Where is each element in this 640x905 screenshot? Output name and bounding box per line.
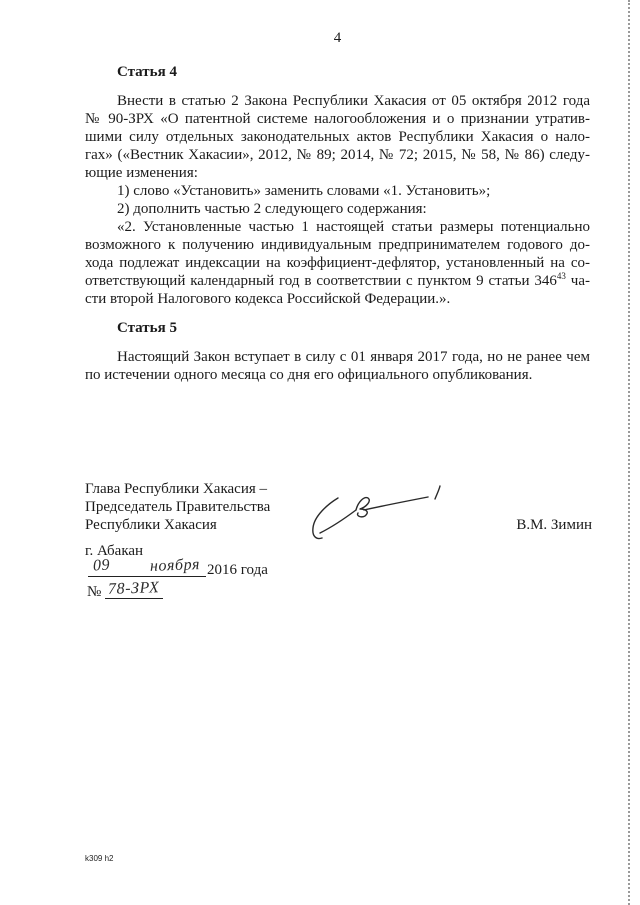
page-number: 4 [333,30,342,46]
text-line [85,272,590,290]
number-sign: № [87,584,102,600]
text-line: по истечении одного месяца со дня его официального опубликования. [85,367,533,383]
text-line: Внести в статью 2 Закона Республики Хакасия от 05 октября 2012 года [117,93,590,109]
scan-edge-artifact [628,0,630,905]
date-year: 2016 года [207,562,268,578]
text-line: шими силу отдельных законодательных актов Республики Хакасия о нало- [85,129,590,145]
text-line: Настоящий Закон вступает в силу с 01 января 2017 года, но не ранее чем [117,349,590,365]
text-line: № 90-ЗРХ «О патентной системе налогообложения и о признании утратив- [85,111,590,127]
text-fragment: ча- [565,273,590,289]
number-underline [105,579,163,599]
text-line: ющие изменения: [85,165,198,181]
superscript: 43 [556,271,566,281]
text-fragment: ответствующий календарный год в соответствии с пунктом 9 статьи 346 [85,273,557,289]
handwritten-law-number: 78-ЗРХ [107,579,160,598]
handwritten-signature [300,476,450,546]
signatory-name: В.М. Зимин [516,517,592,533]
article-4-body [85,92,590,308]
amendment-item-1: 1) слово «Установить» заменить словами «1. Установить»; [117,183,491,199]
amendment-item-2: 2) дополнить частью 2 следующего содержания: [117,201,427,217]
position-line: Глава Республики Хакасия – [85,481,268,497]
footer-code: k309 h2 [85,854,114,863]
article-5-body [85,348,590,384]
handwritten-day: 09 [92,556,111,575]
text-line: сти второй Налогового кодекса Российской Федерации.». [85,291,451,307]
article-4-heading: Статья 4 [117,64,177,80]
position-line: Республики Хакасия [85,517,217,533]
place-of-signing: г. Абакан [85,543,144,559]
text-line: «2. Установленные частью 1 настоящей статьи размеры потенциально [117,219,590,235]
handwritten-month: ноября [149,556,201,575]
position-line: Председатель Правительства [85,499,271,515]
date-underline [88,556,206,577]
text-line: хода подлежат индексации на коэффициент-дефлятор, установленный на со- [85,255,590,271]
article-5-heading: Статья 5 [117,320,177,336]
text-line: возможного к получению индивидуальным предпринимателем годового до- [85,237,590,253]
text-line: гах» («Вестник Хакасии», 2012, № 89; 2014, № 72; 2015, № 58, № 86) следу- [85,147,590,163]
